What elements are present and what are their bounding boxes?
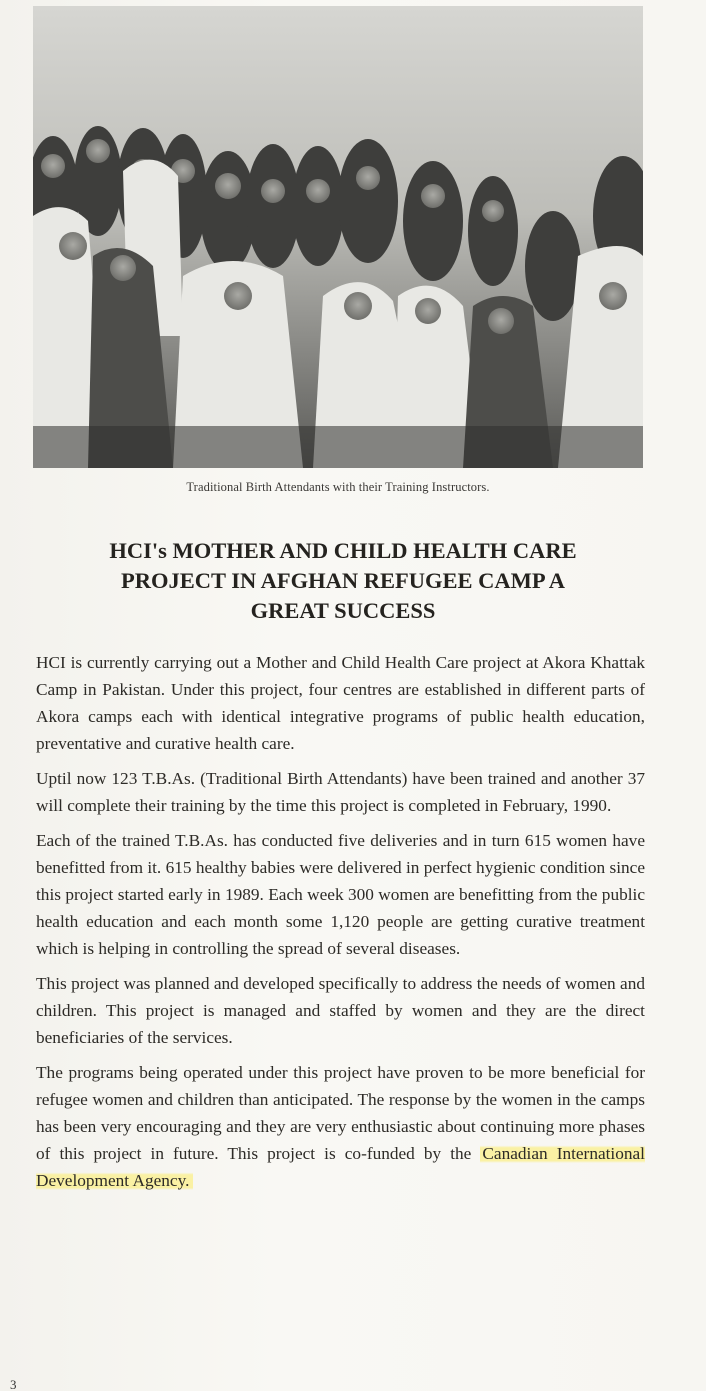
headline-line: PROJECT IN AFGHAN REFUGEE CAMP A bbox=[121, 568, 565, 593]
article-paragraph: This project was planned and developed specifically to address the needs of women and children. This project is managed and staffed by women and they are the direct beneficiaries of the services. bbox=[36, 974, 645, 1047]
article-paragraph: HCI is currently carrying out a Mother and Child Health Care project at Akora Khattak Camp in Pakistan. Under this project, four centres are established in different parts of Akora camps each with identical integrative programs of public health education, preventative and curative health care. bbox=[36, 653, 645, 753]
photo-image bbox=[33, 6, 643, 468]
page-number: 3 bbox=[10, 1377, 17, 1391]
highlighted-agency-name: Canadian International Development Agency. bbox=[36, 1144, 645, 1190]
last-paragraph-text: The programs being operated under this project have proven to be more beneficial for refugee women and children than anticipated. The response by the women in the camps has been very encouraging and they are very enthusiastic about continuing more phases of this project in future. This project is co-funded by the bbox=[36, 1063, 645, 1163]
photo-caption: Traditional Birth Attendants with their Training Instructors. bbox=[186, 480, 490, 494]
article-paragraph: Each of the trained T.B.As. has conducted five deliveries and in turn 615 women have benefitted from it. 615 healthy babies were delivered in perfect hygienic condition since this project started early in 1989. Each week 300 women are benefitting from the public health education and each month some 1,120 people are getting curative treatment which is helping in controlling the spread of several diseases. bbox=[36, 831, 645, 958]
group-photo bbox=[33, 6, 643, 468]
headline-line: HCI's MOTHER AND CHILD HEALTH CARE bbox=[109, 538, 577, 563]
article-body bbox=[36, 649, 645, 1202]
article-paragraph: Uptil now 123 T.B.As. (Traditional Birth Attendants) have been trained and another 37 will complete their training by the time this project is completed in February, 1990. bbox=[36, 769, 645, 815]
article-paragraph-last bbox=[36, 1059, 645, 1194]
article-headline bbox=[40, 536, 646, 626]
headline-line: GREAT SUCCESS bbox=[250, 598, 436, 623]
